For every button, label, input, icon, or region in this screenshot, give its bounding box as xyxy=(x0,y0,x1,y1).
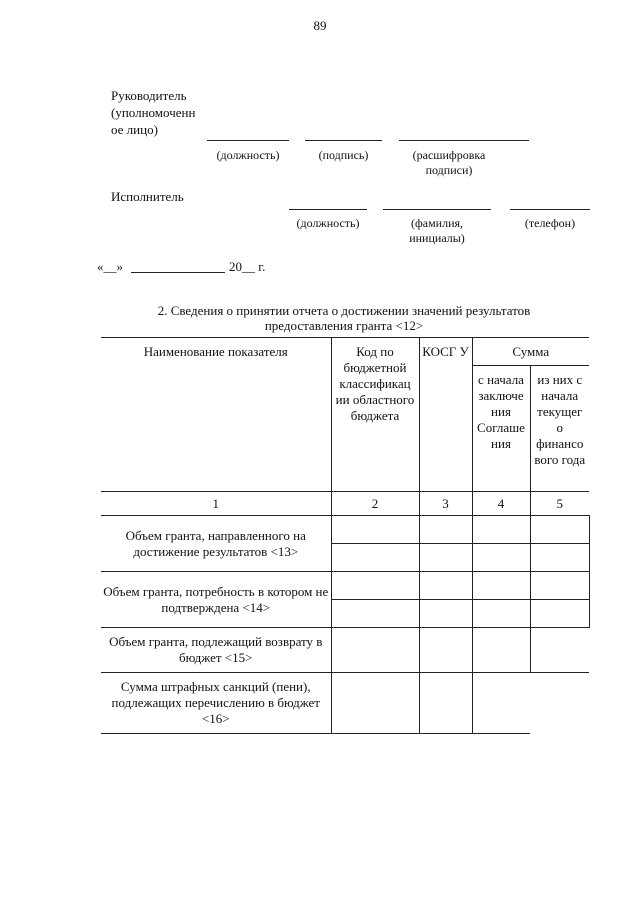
row-label: Сумма штрафных санкций (пени), подлежащих перечислению в бюджет <16> xyxy=(101,673,331,734)
exec-position-line xyxy=(289,209,367,210)
value-cell[interactable] xyxy=(419,572,472,600)
value-cell[interactable] xyxy=(472,673,530,734)
value-cell[interactable] xyxy=(419,600,472,628)
head-decode-caption-1: (расшифровка xyxy=(412,148,486,162)
exec-position-caption: (должность) xyxy=(296,216,360,230)
exec-name-caption-1: (фамилия, xyxy=(410,216,464,230)
value-cell[interactable] xyxy=(472,600,530,628)
head-decode-caption-2: подписи) xyxy=(425,163,473,177)
column-number-row xyxy=(101,492,589,516)
value-cell[interactable] xyxy=(472,572,530,600)
exec-phone-caption: (телефон) xyxy=(524,216,576,230)
column-number: 5 xyxy=(530,492,589,516)
value-cell[interactable] xyxy=(419,628,472,673)
table-row xyxy=(101,628,589,673)
head-position-caption: (должность) xyxy=(216,148,280,162)
value-cell[interactable] xyxy=(530,516,589,544)
header-name: Наименование показателя xyxy=(101,338,331,492)
head-sublabel-1: (уполномоченн xyxy=(111,105,196,120)
header-sum: Сумма xyxy=(472,338,589,366)
value-cell[interactable] xyxy=(331,572,419,600)
value-cell[interactable] xyxy=(530,628,589,673)
value-cell[interactable] xyxy=(331,628,419,673)
value-cell[interactable] xyxy=(472,516,530,544)
head-signature-line xyxy=(305,140,382,141)
header-sum-current-year: из них с начала текущег о финансо вого года xyxy=(530,366,589,492)
head-position-line xyxy=(207,140,289,141)
header-code: Код по бюджетной классификац ии областного бюджета xyxy=(331,338,419,492)
column-number: 2 xyxy=(331,492,419,516)
row-label: Объем гранта, потребность в котором не подтверждена <14> xyxy=(101,572,331,628)
head-label: Руководитель xyxy=(111,88,187,103)
row-label: Объем гранта, направленного на достижение результатов <13> xyxy=(101,516,331,572)
value-cell[interactable] xyxy=(530,544,589,572)
head-signature-caption: (подпись) xyxy=(318,148,369,162)
value-cell[interactable] xyxy=(331,544,419,572)
value-cell[interactable] xyxy=(472,628,530,673)
table-row xyxy=(101,572,589,600)
executor-label: Исполнитель xyxy=(111,189,184,204)
value-cell[interactable] xyxy=(331,600,419,628)
column-number: 4 xyxy=(472,492,530,516)
page-number: 89 xyxy=(313,18,327,33)
value-cell[interactable] xyxy=(331,673,419,734)
row-label: Объем гранта, подлежащий возврату в бюджет <15> xyxy=(101,628,331,673)
value-cell[interactable] xyxy=(530,673,589,734)
head-sublabel-2: ое лицо) xyxy=(111,122,158,137)
table-row xyxy=(101,673,589,734)
value-cell[interactable] xyxy=(419,516,472,544)
head-decode-line xyxy=(399,140,529,141)
header-kosgu: КОСГ У xyxy=(419,338,472,492)
report-table xyxy=(101,337,590,734)
date-day: «__» xyxy=(97,259,123,274)
column-number: 1 xyxy=(101,492,331,516)
exec-name-line xyxy=(383,209,491,210)
value-cell[interactable] xyxy=(419,673,472,734)
exec-phone-line xyxy=(510,209,590,210)
date-year: 20__ г. xyxy=(229,259,266,274)
value-cell[interactable] xyxy=(472,544,530,572)
header-sum-from-agreement: с начала заключе ния Соглаше ния xyxy=(472,366,530,492)
exec-name-caption-2: инициалы) xyxy=(409,231,465,245)
date-month-line xyxy=(131,272,225,273)
table-row xyxy=(101,516,589,544)
section-title-line-1: 2. Сведения о принятии отчета о достижении значений результатов xyxy=(157,303,531,318)
section-title-line-2: предоставления гранта <12> xyxy=(264,318,424,333)
value-cell[interactable] xyxy=(530,572,589,600)
column-number: 3 xyxy=(419,492,472,516)
value-cell[interactable] xyxy=(419,544,472,572)
value-cell[interactable] xyxy=(331,516,419,544)
value-cell[interactable] xyxy=(530,600,589,628)
